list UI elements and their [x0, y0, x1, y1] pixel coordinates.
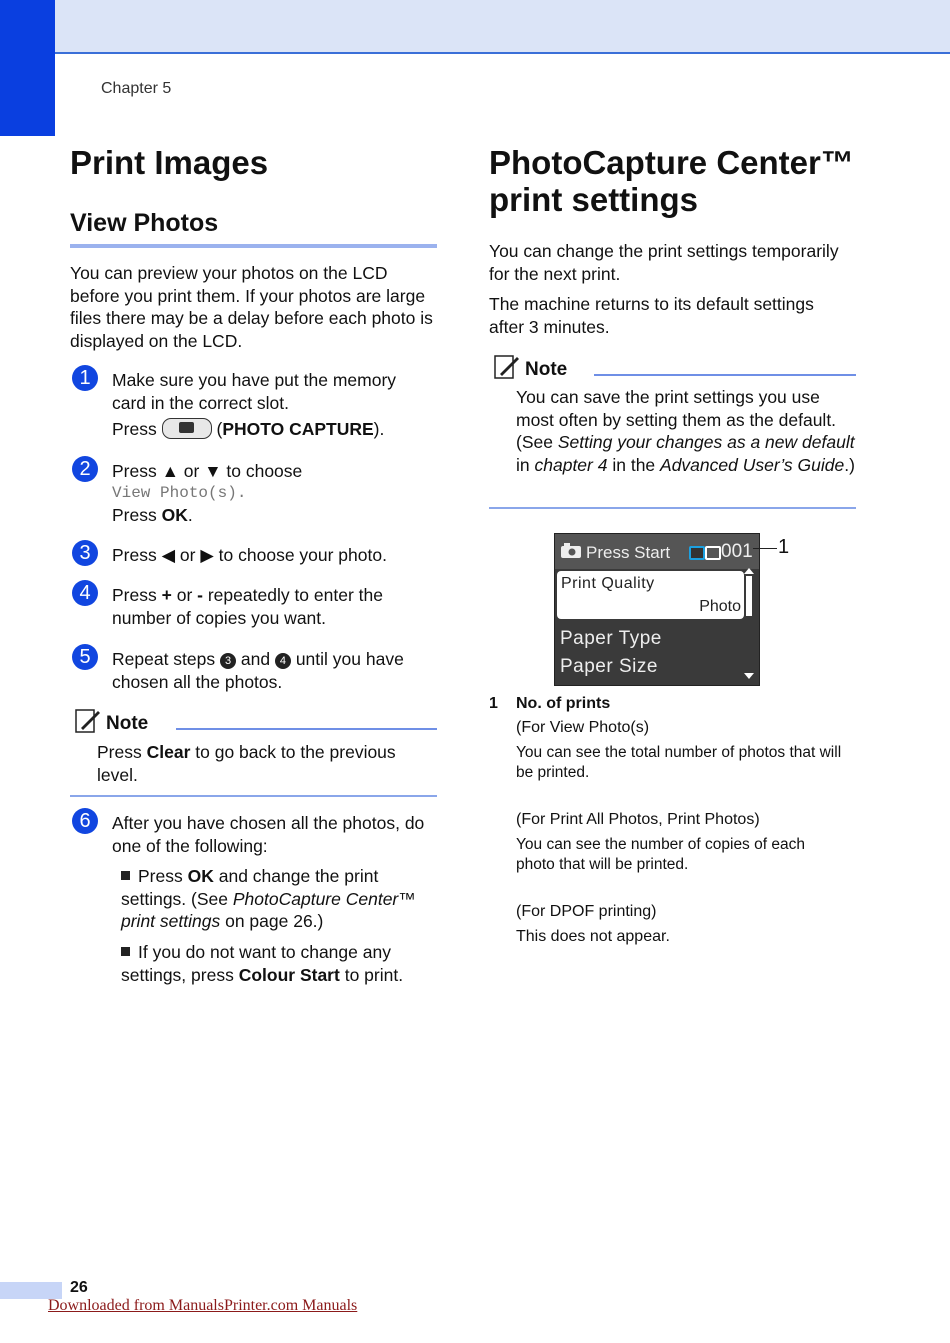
step-text: Press OK.: [112, 505, 193, 525]
step-text-part: Press: [112, 585, 157, 605]
camera-button-icon: [162, 418, 212, 439]
note-text-part: to go back to the previous level.: [97, 742, 396, 785]
step-ref-badge: 3: [220, 653, 236, 669]
lcd-menu-item: Paper Size: [560, 656, 658, 677]
note-text-part: in: [516, 454, 530, 475]
note-text: [516, 386, 858, 476]
step-text-part: repeatedly to enter the number of copies you want.: [112, 585, 383, 628]
callout-line: [753, 548, 777, 549]
page-title: Print Images: [70, 144, 269, 181]
body-text: You can change the print settings temporarily for the next print.: [489, 241, 839, 284]
lcd-header: [555, 534, 759, 569]
header-bar: [0, 0, 950, 54]
legend-group-head: (For DPOF printing): [516, 903, 657, 920]
section-rule: [70, 244, 437, 248]
bullet-item: [121, 865, 441, 933]
step-text-part: or: [176, 585, 193, 605]
step-text: Press ▲ or ▼ to choose: [112, 461, 303, 481]
lcd-item-label: Print Quality: [561, 575, 655, 592]
note-text-part: in the: [612, 454, 656, 475]
lcd-header-text: Press Start: [586, 543, 671, 562]
note-text-part: .): [844, 454, 855, 475]
step-number: 1: [72, 365, 98, 391]
step-text: [112, 584, 432, 629]
intro-text: You can preview your photos on the LCD before you print them. If your photos are large files there may be a delay before each photo is displayed on the LCD.: [70, 263, 433, 351]
step-text: Make sure you have put the memory card in the correct slot.: [112, 370, 397, 413]
note-end-rule: [70, 795, 437, 797]
lcd-screen: [554, 533, 760, 686]
note-text: [97, 741, 427, 786]
note-pencil-icon: [492, 352, 520, 380]
step-number: 3: [72, 540, 98, 566]
section-title: View Photos: [70, 209, 219, 237]
lcd-selected-item: [557, 571, 744, 619]
copies-icon: [705, 546, 721, 560]
copies-icon: [689, 546, 705, 560]
legend-group-body: You can see the total number of photos that will be printed.: [516, 744, 842, 781]
key-name: OK: [187, 866, 214, 886]
step-text-part: Press: [112, 505, 157, 525]
step-text: After you have chosen all the photos, do one of the following:: [112, 813, 425, 856]
download-link[interactable]: Downloaded from ManualsPrinter.com Manuals: [48, 1297, 358, 1314]
bullet-text: If you do not want to change any settings, press: [121, 942, 391, 985]
section-heading: PhotoCapture Center™ print settings: [489, 144, 854, 218]
step-text-part: until you have chosen all the photos.: [112, 649, 404, 692]
step-text-part: Repeat steps: [112, 649, 216, 669]
bullet-icon: [121, 871, 130, 880]
step-text-part: Press: [112, 419, 157, 439]
key-name: OK: [161, 505, 188, 525]
legend-group-head: (For View Photo(s): [516, 719, 650, 736]
bullet-icon: [121, 947, 130, 956]
lcd-menu-text: View Photo(s).: [112, 484, 247, 502]
legend-number: 1: [489, 695, 498, 712]
note-end-rule: [489, 507, 856, 509]
camera-icon: [561, 543, 581, 558]
key-name: Clear: [146, 742, 191, 762]
body-text: The machine returns to its default settings after 3 minutes.: [489, 294, 814, 337]
lcd-menu-item: Paper Type: [560, 628, 662, 649]
step-text: Press ◀ or ▶ to choose your photo.: [112, 545, 387, 565]
lcd-item-value: Photo: [699, 598, 741, 615]
scroll-up-icon: [744, 568, 754, 574]
note-rule: [176, 728, 437, 730]
legend-group-body: You can see the number of copies of each photo that will be printed.: [516, 836, 805, 873]
bullet-text: and change the print settings. (See: [121, 866, 379, 909]
key-name: +: [161, 585, 172, 605]
cross-reference: Advanced User’s Guide: [660, 454, 845, 475]
legend-group-head: (For Print All Photos, Print Photos): [516, 811, 760, 828]
scroll-down-icon: [744, 673, 754, 679]
note-text-part: Press: [97, 742, 142, 762]
note-pencil-icon: [73, 706, 101, 734]
step-number: 4: [72, 580, 98, 606]
cross-reference: chapter 4: [534, 454, 608, 475]
bullet-text: to print.: [344, 964, 404, 985]
copy-count: 001: [721, 541, 753, 562]
legend-title: No. of prints: [516, 695, 611, 712]
bullet-text: Press: [138, 866, 183, 886]
chapter-label: Chapter 5: [101, 80, 172, 97]
note-text-part: You can save the print settings you use most often by setting them as the default. (See: [516, 387, 837, 452]
note-label: Note: [525, 359, 568, 380]
chapter-tab: [0, 0, 55, 136]
step-number: 6: [72, 808, 98, 834]
legend-group-body: This does not appear.: [516, 928, 670, 945]
bullet-item: [121, 941, 441, 986]
step-number: 2: [72, 456, 98, 482]
cross-reference: PhotoCapture Center™ print settings: [121, 888, 416, 931]
bullet-text: on page 26.): [225, 911, 324, 931]
step-text: Press (PHOTO CAPTURE).: [112, 419, 385, 439]
step-text-part: and: [240, 649, 271, 669]
step-text: [112, 648, 432, 693]
callout-number: 1: [778, 536, 790, 558]
note-rule: [594, 374, 856, 376]
key-name: Colour Start: [238, 964, 340, 985]
step-ref-badge: 4: [275, 653, 291, 669]
cross-reference: Setting your changes as a new default: [557, 432, 855, 452]
note-label: Note: [106, 713, 149, 734]
lcd-scrollbar: [746, 576, 752, 616]
page-number: 26: [70, 1279, 88, 1296]
key-name: PHOTO CAPTURE: [222, 419, 374, 439]
key-name: -: [197, 585, 203, 605]
step-number: 5: [72, 644, 98, 670]
